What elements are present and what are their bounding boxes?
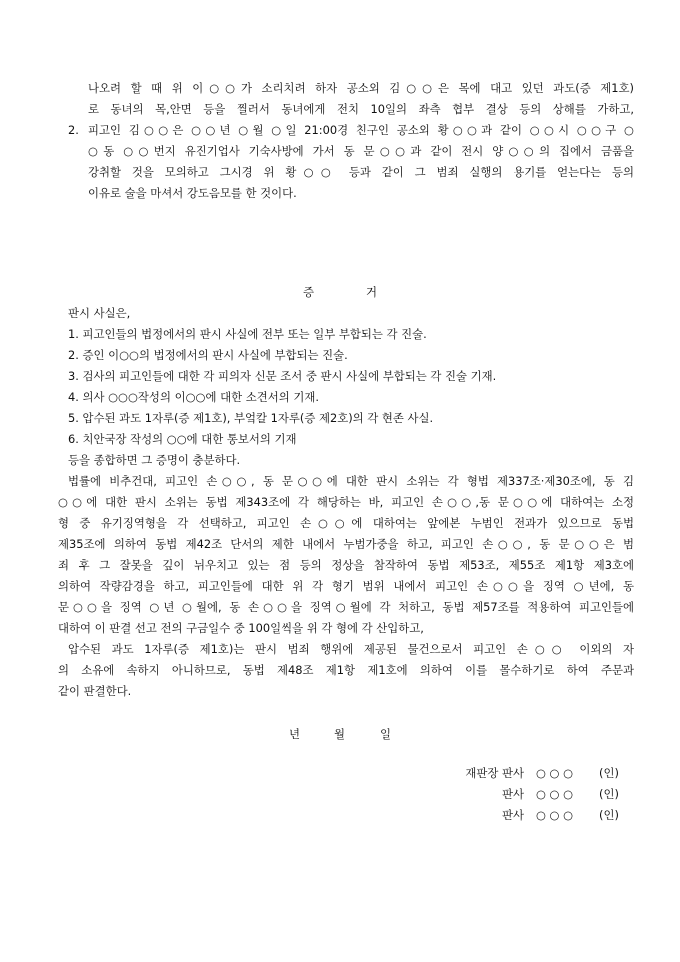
evidence-item: 4. 의사 ○○○작성의 이○○에 대한 소견서의 기재. [68, 390, 319, 404]
text-line: 나오려 할 때 위 이○○가 소리치려 하자 공소외 김○○은 목에 대고 있던 과도(증 제1호) [88, 81, 634, 95]
law-line: 형 중 유기징역형을 각 선택하고, 피고인 손○○에 대하여는 앞에본 누범인 전과가 있으므로 동법 [58, 516, 634, 530]
judge-name: ○ ○ ○ [536, 808, 574, 822]
judge-seal: (인) [599, 787, 619, 801]
evidence-item: 6. 치안국장 작성의 ○○에 대한 통보서의 기재 [68, 432, 297, 446]
text-line: 강취할 것을 모의하고 그시경 위 황○○ 등과 같이 그 범죄 실행의 용기를 얻는다는 등의 [88, 165, 634, 179]
law-line: 제35조에 의하여 동법 제42조 단서의 제한 내에서 누범가중을 하고, 피고인 손○○, 동 문○○은 범 [58, 537, 634, 551]
evidence-item: 2. 증인 이○○의 법정에서의 판시 사실에 부합되는 진술. [68, 348, 348, 362]
evidence-item: 1. 피고인들의 법정에서의 판시 사실에 전부 또는 일부 부합되는 각 진술. [68, 327, 427, 341]
evidence-item: 3. 검사의 피고인들에 대한 각 피의자 신문 조서 중 판시 사실에 부합되는 각 진술 기재. [68, 369, 497, 383]
evidence-heading-left: 증 [303, 285, 315, 299]
evidence-conclusion: 등을 종합하면 그 증명이 충분하다. [68, 453, 241, 467]
confiscation-line: 같이 판결한다. [58, 684, 132, 698]
judge-title: 판사 [501, 787, 524, 801]
law-line: 의하여 작량감경을 하고, 피고인들에 대한 위 각 형기 범위 내에서 피고인 손○○을 징역 ○년에, 동 [58, 579, 634, 593]
evidence-intro: 판시 사실은, [68, 306, 131, 320]
list-number: 2. [68, 123, 79, 137]
law-line: 죄 후 그 잘못을 깊이 뉘우치고 있는 점 등의 정상을 참작하여 동법 제53조, 제55조 제1항 제3호에 [58, 558, 634, 572]
date-day: 일 [380, 727, 392, 741]
text-line: 이유로 술을 마셔서 강도음모를 한 것이다. [88, 186, 297, 200]
evidence-heading-right: 거 [366, 285, 378, 299]
law-line: ○○에 대한 판시 소위는 동법 제343조에 각 해당하는 바, 피고인 손○○,동 문○○에 대하여는 소정 [58, 495, 634, 509]
confiscation-line: 의 소유에 속하지 아니하므로, 동법 제48조 제1항 제1호에 의하여 이를 몰수하기로 하여 주문과 [58, 663, 634, 677]
law-line: 법률에 비추건대, 피고인 손○○, 동 문○○에 대한 판시 소위는 각 형법 제337조·제30조에, 동 김 [68, 474, 634, 488]
judge-name: ○ ○ ○ [536, 766, 574, 780]
text-line: 피고인 김○○은 ○○년 ○월 ○일 21:00경 친구인 공소외 황○○과 같이 ○○시 ○○구 ○ [88, 123, 634, 137]
confiscation-line: 압수된 과도 1자루(증 제1호)는 판시 범죄 행위에 제공된 물건으로서 피고인 손○○ 이외의 자 [68, 642, 634, 656]
judge-name: ○ ○ ○ [536, 787, 574, 801]
evidence-item: 5. 압수된 과도 1자루(증 제1호), 부엌칼 1자루(증 제2호)의 각 현존 사실. [68, 411, 434, 425]
judge-seal: (인) [599, 808, 619, 822]
law-line: 문○○을 징역 ○년 ○월에, 동 손○○을 징역○월에 각 처하고, 동법 제57조를 적용하여 피고인들에 [58, 600, 634, 614]
date-year: 년 [289, 727, 301, 741]
text-line: 로 동녀의 목,안면 등을 찔러서 동녀에게 전치 10일의 좌측 협부 결상 등의 상해를 가하고, [88, 102, 634, 116]
judge-title: 판사 [501, 808, 524, 822]
date-month: 월 [334, 727, 346, 741]
text-line: ○동 ○○번지 유진기업사 기숙사방에 가서 동 문○○과 같이 전시 양○○의 집에서 금품을 [88, 144, 634, 158]
judge-seal: (인) [599, 766, 619, 780]
judge-title: 재판장 판사 [465, 766, 524, 780]
law-line: 대하여 이 판결 선고 전의 구금일수 중 100일씩을 위 각 형에 각 산입하고, [58, 621, 424, 635]
